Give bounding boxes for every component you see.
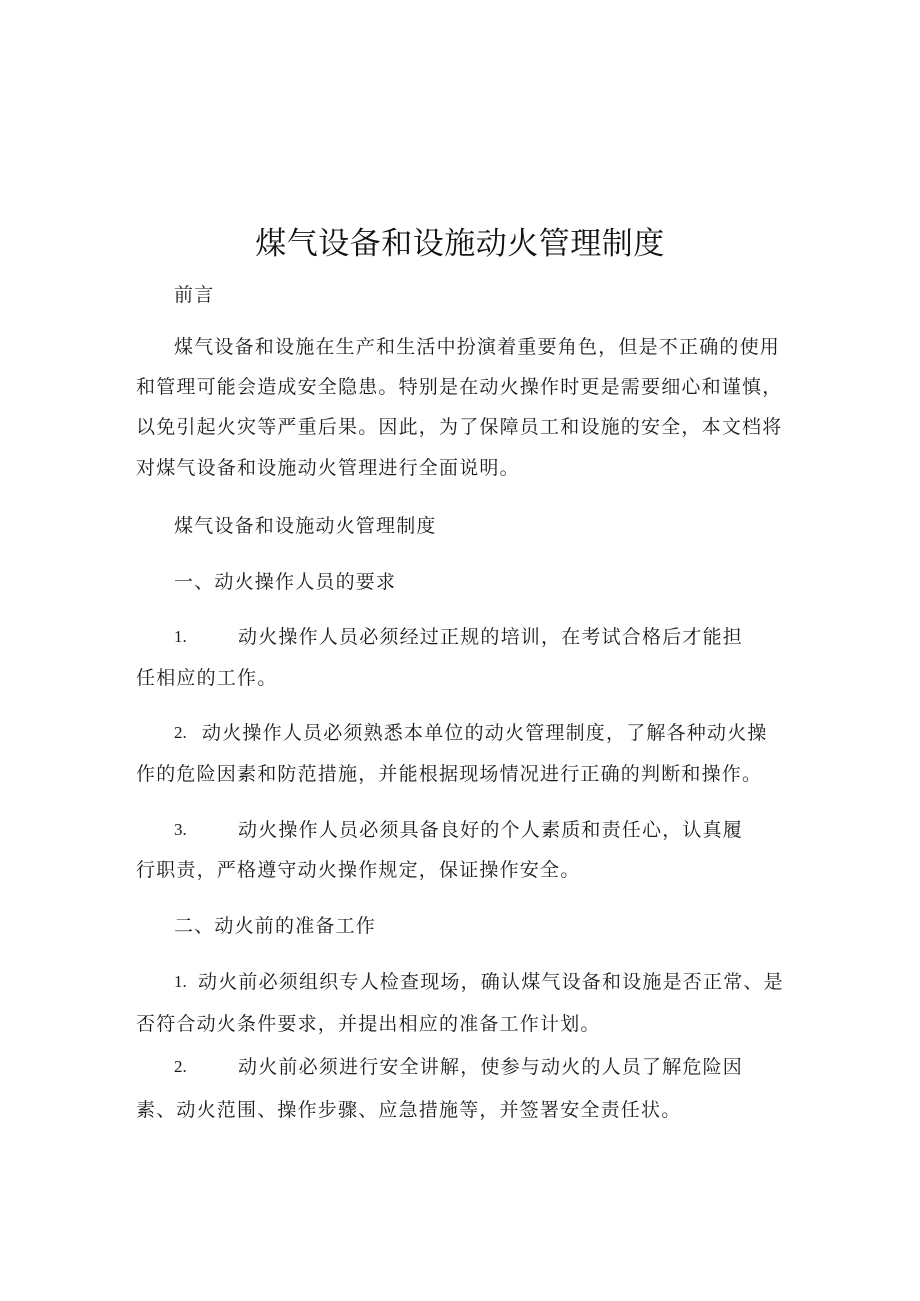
list-item-line: 否符合动火条件要求，并提出相应的准备工作计划。 — [136, 1013, 601, 1035]
section1-heading: 一、动火操作人员的要求 — [174, 571, 397, 593]
preface-heading: 前言 — [174, 284, 215, 306]
preface-line-4: 对煤气设备和设施动火管理进行全面说明。 — [136, 457, 520, 479]
list-item-line: 素、动火范围、操作步骤、应急措施等，并签署安全责任状。 — [136, 1099, 682, 1121]
list-item-line: 任相应的工作。 — [136, 667, 278, 689]
preface-line-3: 以免引起火灾等严重后果。因此，为了保障员工和设施的安全，本文档将 — [136, 416, 783, 438]
preface-line-2: 和管理可能会造成安全隐患。特别是在动火操作时更是需要细心和谨慎， — [136, 376, 783, 398]
document-title: 煤气设备和设施动火管理制度 — [255, 226, 665, 262]
system-title: 煤气设备和设施动火管理制度 — [174, 515, 437, 537]
list-item-number: 1. — [174, 627, 187, 646]
list-item-number: 2. — [174, 1057, 187, 1076]
section2-heading: 二、动火前的准备工作 — [174, 915, 377, 937]
preface-line-1: 煤气设备和设施在生产和生活中扮演着重要角色，但是不正确的使用 — [174, 336, 781, 358]
list-item-number: 3. — [174, 820, 187, 839]
list-item-line: 动火操作人员必须经过正规的培训，在考试合格后才能担 — [238, 626, 744, 648]
list-item-number: 2. — [174, 723, 187, 742]
list-item-line: 作的危险因素和防范措施，并能根据现场情况进行正确的判断和操作。 — [136, 763, 763, 785]
list-item-line: 动火操作人员必须具备良好的个人素质和责任心，认真履 — [238, 819, 744, 841]
list-item-line: 动火前必须进行安全讲解，使参与动火的人员了解危险因 — [238, 1056, 744, 1078]
list-item-line: 动火操作人员必须熟悉本单位的动火管理制度，了解各种动火操 — [202, 722, 768, 744]
list-item-line: 行职责，严格遵守动火操作规定，保证操作安全。 — [136, 859, 581, 881]
list-item-line: 动火前必须组织专人检查现场，确认煤气设备和设施是否正常、是 — [198, 971, 784, 993]
list-item-number: 1. — [174, 972, 187, 991]
